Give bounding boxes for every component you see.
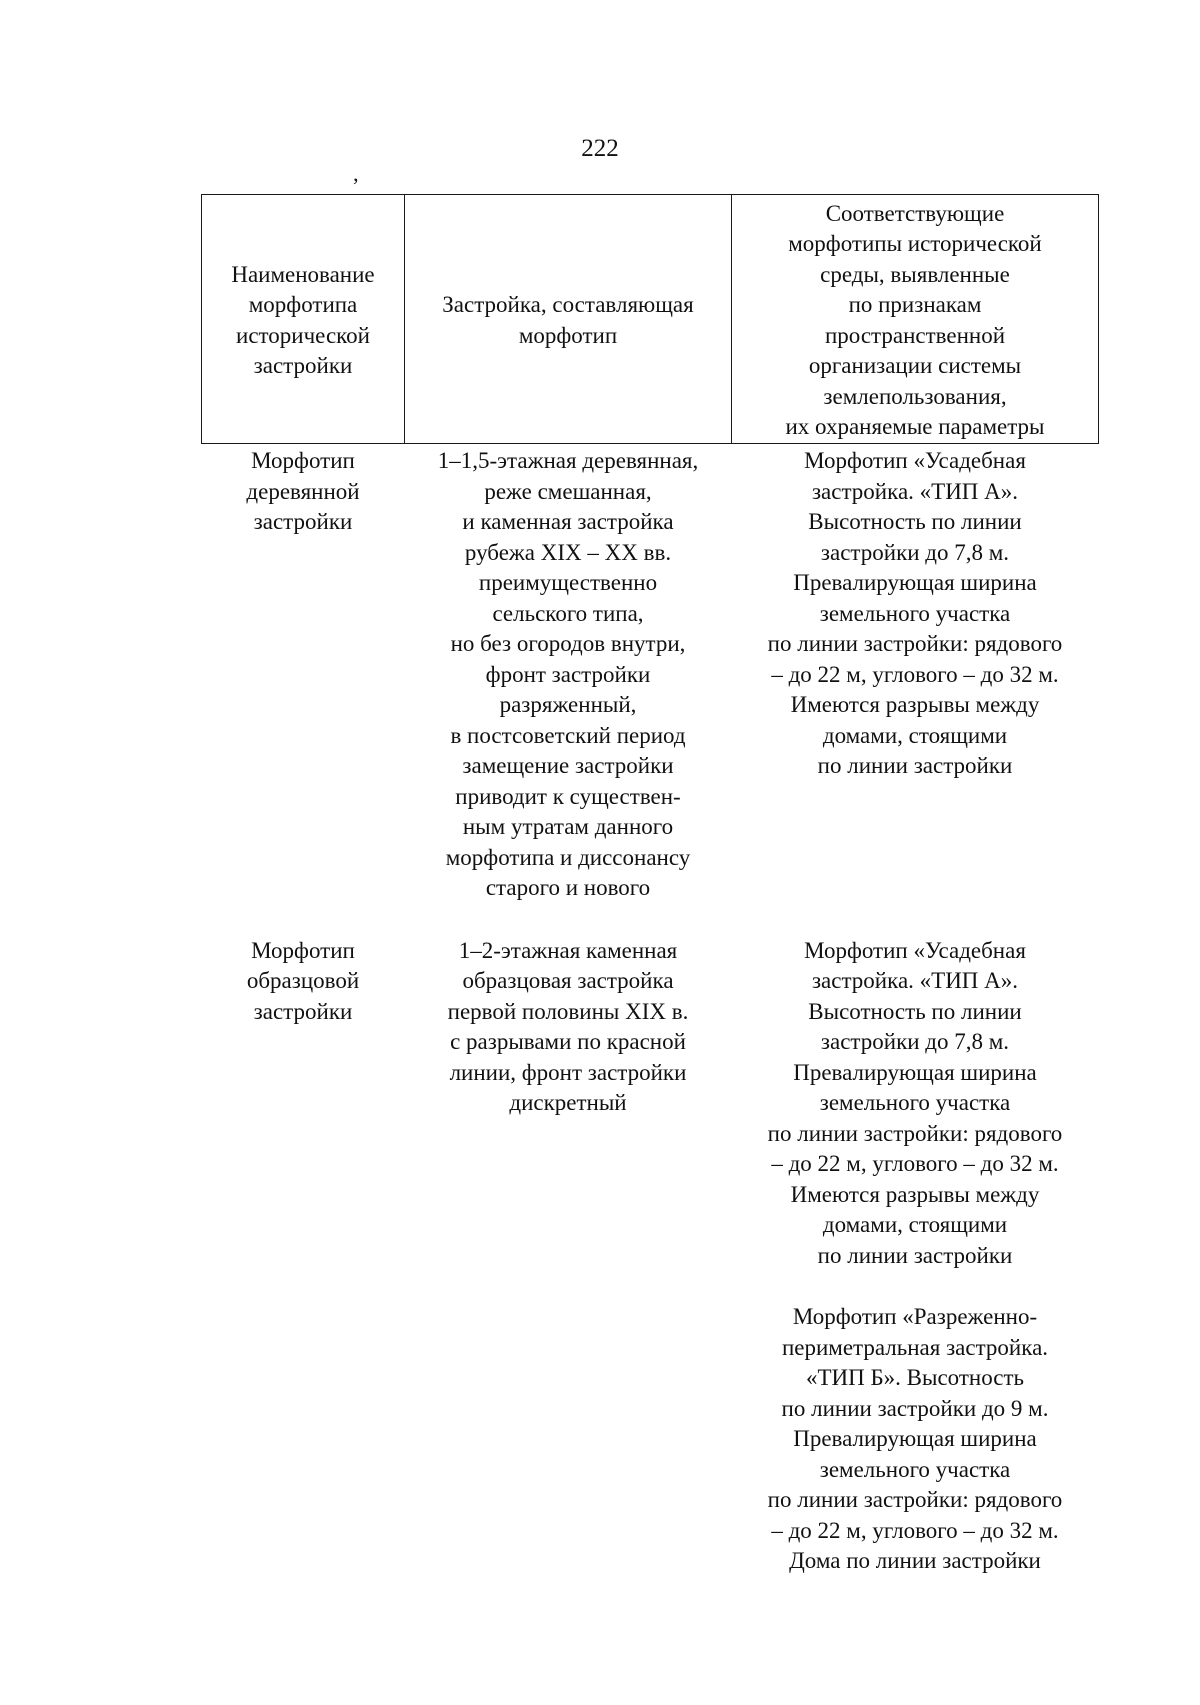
text-line: рубежа XIX – XX вв. [464,539,672,565]
text-line: Превалирующая ширина [793,1059,1037,1085]
table-row [202,934,1099,1577]
morphotype-table [201,194,1099,1577]
text-line: морфотипы исторической [788,231,1042,256]
text-line: по линии застройки [817,1242,1013,1268]
text-line: – до 22 м, углового – до 32 м. [771,661,1059,687]
cell-morphotype-name [202,444,405,934]
text-line: по линии застройки до 9 м. [781,1395,1049,1421]
page-mark: ‚ [352,161,360,186]
text-line: застройки [253,509,353,534]
text-line: линии, фронт застройки [449,1059,687,1085]
text-line: – до 22 м, углового – до 32 м. [771,1151,1059,1176]
text-line: приводит к существен- [455,783,681,809]
cell-corresponding-morphotypes [732,934,1099,1577]
text-line: по признакам [848,292,982,317]
text-line: образцовой [246,968,360,993]
header-buildings [405,195,732,444]
text-line: застройки до 7,8 м. [820,539,1010,565]
text-line: по линии застройки: рядового [767,631,1063,656]
text-line: Высотность по линии [808,998,1022,1024]
table-row [202,444,1099,934]
text-line: замещение застройки [462,753,674,778]
text-line: Морфотип «Усадебная [804,937,1026,963]
text-line: застройки [253,353,353,378]
text-line: среды, выявленные [820,261,1010,287]
text-line: Морфотип [251,937,355,963]
text-line: первой половины XIX в. [447,998,689,1024]
text-line: домами, стоящими [822,722,1008,748]
text-line: застройки [253,998,353,1024]
text-line: домами, стоящими [822,1212,1008,1237]
text-line: старого и нового [485,875,651,900]
text-line: землепользования, [823,383,1007,409]
text-line: Имеются разрывы между [790,692,1040,717]
text-line: Морфотип «Усадебная [804,448,1026,473]
text-line: земельного участка [819,1456,1011,1482]
text-line: – до 22 м, углового – до 32 м. [771,1517,1059,1543]
text-line: пространственной [824,322,1006,348]
text-line: сельского типа, [492,600,644,626]
text-line: реже смешанная, [484,478,652,504]
text-line: периметральная застройка. [781,1334,1049,1360]
text-line: но без огородов внутри, [450,631,686,656]
text-line: по линии застройки: рядового [767,1487,1063,1512]
text-line: деревянной [246,478,360,504]
text-line: по линии застройки [817,753,1013,778]
morphotype-description [738,936,1093,1272]
cell-morphotype-name [202,934,405,1577]
text-line: Высотность по линии [808,509,1022,534]
text-line: Превалирующая ширина [793,1426,1037,1451]
text-line: дискретный [509,1090,627,1115]
text-line: морфотипа [248,292,358,317]
text-line: морфотип [518,322,618,348]
cell-buildings [405,934,732,1577]
header-morphotype-name [202,195,405,444]
text-line: по линии застройки: рядового [767,1120,1063,1146]
cell-buildings [405,444,732,934]
page-number: 222 [581,135,619,162]
text-line: исторической [236,322,370,348]
text-line: земельного участка [819,600,1011,626]
text-line: 1–1,5-этажная деревянная, [437,448,699,473]
text-line: Морфотип [251,448,355,473]
text-line: застройка. «ТИП А». [811,968,1019,993]
text-line: в постсоветский период [450,722,686,748]
text-line: Превалирующая ширина [793,570,1037,595]
text-line: Наименование [231,261,375,287]
text-line: фронт застройки [485,661,651,687]
text-line: образцовая застройка [462,968,674,993]
text-line: Соответствующие [825,200,1005,226]
text-line: и каменная застройка [462,509,674,534]
morphotype-description [738,446,1093,782]
cell-corresponding-morphotypes [732,444,1099,934]
text-line: Имеются разрывы между [790,1181,1040,1207]
text-line: ным утратам данного [462,814,674,839]
table-header-row [202,195,1099,444]
text-line: морфотипа и диссонансу [445,844,691,870]
text-line: Застройка, составляющая [442,292,694,317]
text-line: земельного участка [819,1090,1011,1115]
morphotype-description [738,1302,1093,1577]
text-line: Морфотип «Разреженно- [792,1304,1038,1329]
text-line: организации системы [808,353,1022,378]
text-line: преимущественно [478,570,658,595]
text-line: застройка. «ТИП А». [811,478,1019,504]
header-corresponding-morphotypes [732,195,1099,444]
text-line: застройки до 7,8 м. [820,1029,1010,1054]
text-line: их охраняемые параметры [785,414,1045,439]
text-line: разряженный, [499,692,637,717]
text-line: «ТИП Б». Высотность [805,1365,1025,1390]
text-line: Дома по линии застройки [789,1548,1041,1573]
text-line: с разрывами по красной [450,1029,686,1054]
text-line: 1–2-этажная каменная [458,937,678,963]
